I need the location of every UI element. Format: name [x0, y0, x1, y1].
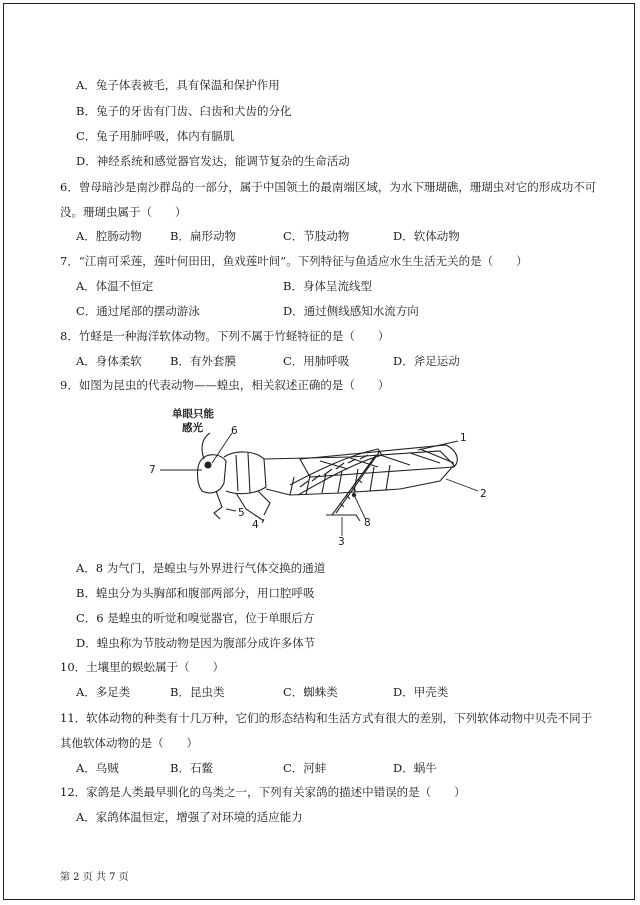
q10-option-a: A．多足类 — [76, 685, 131, 699]
q6-option-c: C．节肢动物 — [283, 229, 350, 243]
q6-option-b: B．扁形动物 — [170, 229, 236, 243]
q5-option-a: A．兔子体表被毛，具有保温和保护作用 — [76, 78, 280, 92]
q7-option-c: C．通过尾部的摆动游泳 — [76, 304, 200, 318]
q6-stem-line2: 没。珊瑚虫属于（ ） — [60, 205, 187, 219]
q11-option-c: C．河蚌 — [283, 761, 327, 775]
figure-label-1: 1 — [460, 432, 467, 444]
figure-label-6: 6 — [231, 425, 238, 437]
figure-label-8: 8 — [364, 517, 371, 529]
q7-option-b: B．身体呈流线型 — [283, 279, 372, 293]
q5-option-c: C．兔子用肺呼吸，体内有膈肌 — [76, 129, 235, 143]
q9-stem: 9．如图为昆虫的代表动物——蝗虫，相关叙述正确的是（ ） — [60, 378, 390, 392]
q5-option-d: D．神经系统和感觉器官发达，能调节复杂的生命活动 — [76, 154, 350, 168]
figure-label-5: 5 — [238, 507, 245, 519]
figure-caption-line1: 单眼只能 — [172, 408, 214, 420]
q6-option-a: A．腔肠动物 — [76, 229, 142, 243]
q10-option-c: C．蜘蛛类 — [283, 685, 338, 699]
q6-option-d: D．软体动物 — [393, 229, 460, 243]
q11-stem-line1: 11．软体动物的种类有十几万种，它们的形态结构和生活方式有很大的差别，下列软体动物中贝壳不同于 — [60, 711, 593, 725]
q8-option-d: D．斧足运动 — [393, 354, 460, 368]
q7-stem: 7．“江南可采莲，莲叶何田田，鱼戏莲叶间”。下列特征与鱼适应水生生活无关的是（ ） — [60, 254, 528, 268]
q9-option-d: D．蝗虫称为节肢动物是因为腹部分成许多体节 — [76, 636, 316, 650]
q8-option-b: B．有外套膜 — [170, 354, 236, 368]
q7-option-d: D．通过侧线感知水流方向 — [283, 304, 419, 318]
q10-option-b: B．昆虫类 — [170, 685, 225, 699]
q11-option-d: D．蜗牛 — [393, 761, 437, 775]
figure-label-4: 4 — [252, 519, 259, 531]
q11-stem-line2: 其他软体动物的是（ ） — [60, 736, 198, 750]
figure-label-2: 2 — [480, 488, 487, 500]
q9-option-c: C．6 是蝗虫的听觉和嗅觉器官，位于单眼后方 — [76, 611, 315, 625]
q10-option-d: D．甲壳类 — [393, 685, 449, 699]
q7-option-a: A．体温不恒定 — [76, 279, 154, 293]
q11-option-a: A．乌贼 — [76, 761, 119, 775]
page-footer: 第 2 页 共 7 页 — [60, 872, 129, 883]
q9-option-b: B．蝗虫分为头胸部和腹部两部分，用口腔呼吸 — [76, 586, 315, 600]
q12-stem: 12．家鸽是人类最早驯化的鸟类之一，下列有关家鸽的描述中错误的是（ ） — [60, 785, 466, 799]
q6-stem-line1: 6．曾母暗沙是南沙群岛的一部分，属于中国领土的最南端区域，为水下珊瑚礁，珊瑚虫对它的形成功不可 — [60, 180, 597, 194]
figure-label-7: 7 — [149, 464, 156, 476]
figure-label-3: 3 — [338, 536, 345, 548]
figure-caption-line2: 感光 — [182, 422, 203, 434]
q11-option-b: B．石鳖 — [170, 761, 213, 775]
q9-option-a: A．8 为气门，是蝗虫与外界进行气体交换的通道 — [76, 561, 326, 575]
q5-option-b: B．兔子的牙齿有门齿、臼齿和犬齿的分化 — [76, 104, 292, 118]
q12-option-a: A．家鸽体温恒定，增强了对环境的适应能力 — [76, 810, 303, 824]
q8-option-c: C．用肺呼吸 — [283, 354, 350, 368]
q8-stem: 8．竹蛏是一种海洋软体动物。下列不属于竹蛏特征的是（ ） — [60, 329, 390, 343]
grasshopper-figure — [140, 403, 500, 553]
q10-stem: 10．土壤里的蜈蚣属于（ ） — [60, 660, 225, 674]
q8-option-a: A．身体柔软 — [76, 354, 142, 368]
